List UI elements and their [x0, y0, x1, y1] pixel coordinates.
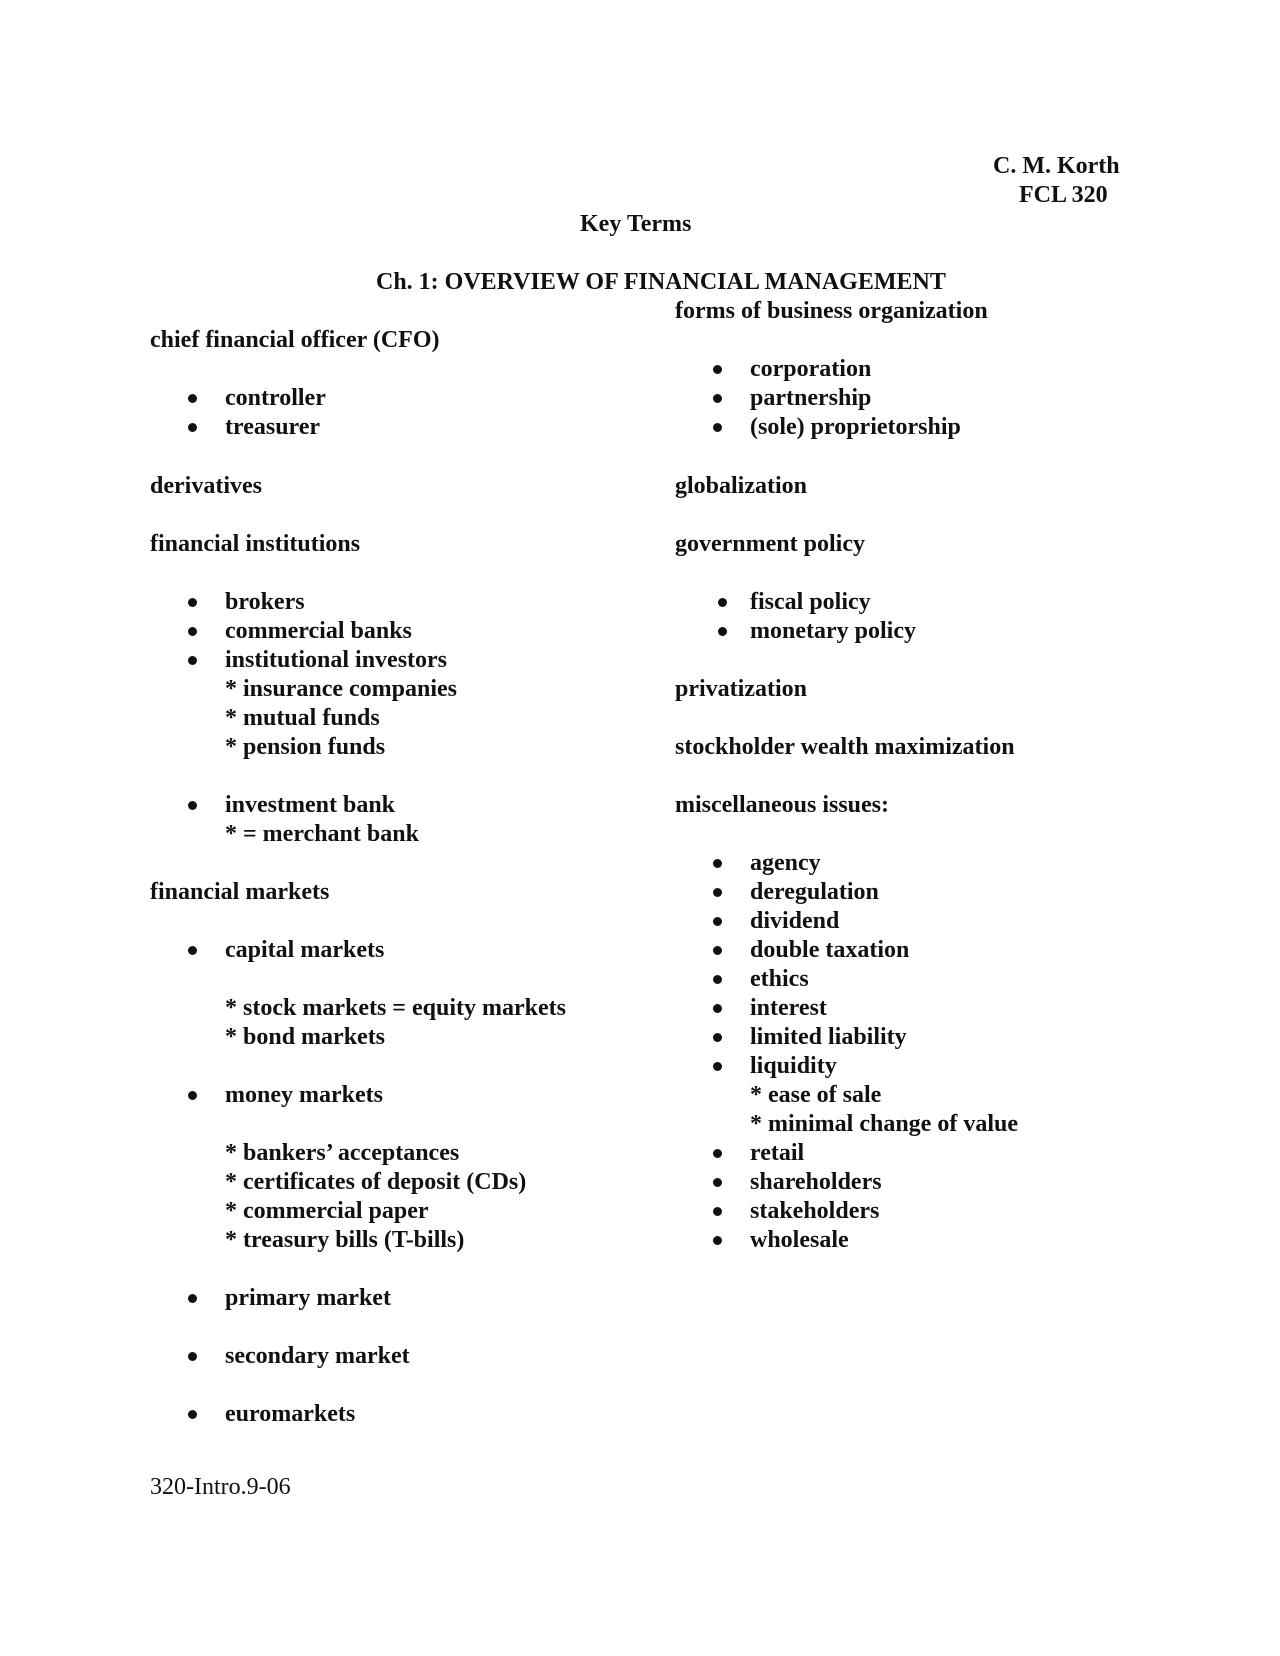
institution-item: investment bank	[225, 792, 396, 818]
bullet	[188, 394, 197, 403]
market-item: money markets	[225, 1082, 383, 1108]
government-item: fiscal policy	[750, 589, 871, 615]
bullet	[713, 888, 722, 897]
forms-item: corporation	[750, 356, 872, 382]
misc-item: stakeholders	[750, 1198, 880, 1224]
bullet	[713, 365, 722, 374]
liquidity-subitem: * ease of sale	[750, 1082, 882, 1108]
globalization-heading: globalization	[675, 473, 808, 499]
investor-subitem: * pension funds	[225, 734, 386, 760]
privatization-heading: privatization	[675, 676, 807, 702]
institutions-heading: financial institutions	[150, 531, 361, 557]
capital-subitem: * stock markets = equity markets	[225, 995, 566, 1021]
bullet	[713, 394, 722, 403]
bullet	[713, 975, 722, 984]
misc-item: limited liability	[750, 1024, 907, 1050]
bullet	[713, 1178, 722, 1187]
misc-item: liquidity	[750, 1053, 837, 1079]
misc-item: ethics	[750, 966, 809, 992]
bullet	[188, 1091, 197, 1100]
bullet	[188, 1352, 197, 1361]
misc-item: retail	[750, 1140, 805, 1166]
government-heading: government policy	[675, 531, 865, 557]
institution-item: brokers	[225, 589, 305, 615]
government-item: monetary policy	[750, 618, 916, 644]
forms-heading: forms of business organization	[675, 298, 988, 324]
institution-item: institutional investors	[225, 647, 448, 673]
market-item: euromarkets	[225, 1401, 356, 1427]
forms-item: (sole) proprietorship	[750, 414, 961, 440]
market-item: secondary market	[225, 1343, 410, 1369]
chapter-title: Ch. 1: OVERVIEW OF FINANCIAL MANAGEMENT	[376, 269, 946, 295]
misc-item: interest	[750, 995, 827, 1021]
market-item: capital markets	[225, 937, 385, 963]
markets-heading: financial markets	[150, 879, 330, 905]
misc-heading: miscellaneous issues:	[675, 792, 890, 818]
bullet	[713, 1149, 722, 1158]
course-code: FCL 320	[1019, 182, 1108, 208]
money-subitem: * certificates of deposit (CDs)	[225, 1169, 527, 1195]
market-item: primary market	[225, 1285, 391, 1311]
institution-item: commercial banks	[225, 618, 412, 644]
bullet	[713, 1207, 722, 1216]
bullet	[188, 656, 197, 665]
investor-subitem: * insurance companies	[225, 676, 458, 702]
bullet	[718, 598, 727, 607]
bullet	[188, 627, 197, 636]
misc-item: agency	[750, 850, 821, 876]
bullet	[188, 946, 197, 955]
bullet	[713, 423, 722, 432]
liquidity-subitem: * minimal change of value	[750, 1111, 1018, 1137]
cfo-heading: chief financial officer (CFO)	[150, 327, 440, 353]
money-subitem: * commercial paper	[225, 1198, 429, 1224]
bullet	[188, 423, 197, 432]
bullet	[713, 1033, 722, 1042]
bullet	[713, 946, 722, 955]
bullet	[713, 859, 722, 868]
bullet	[188, 801, 197, 810]
bullet	[713, 1236, 722, 1245]
bullet	[713, 917, 722, 926]
cfo-item: controller	[225, 385, 326, 411]
derivatives-heading: derivatives	[150, 473, 262, 499]
cfo-item: treasurer	[225, 414, 321, 440]
misc-item: dividend	[750, 908, 840, 934]
bullet	[713, 1062, 722, 1071]
misc-item: double taxation	[750, 937, 910, 963]
money-subitem: * treasury bills (T-bills)	[225, 1227, 465, 1253]
misc-item: shareholders	[750, 1169, 882, 1195]
investor-subitem: * mutual funds	[225, 705, 380, 731]
misc-item: deregulation	[750, 879, 879, 905]
forms-item: partnership	[750, 385, 872, 411]
bullet	[188, 1410, 197, 1419]
investment-bank-subitem: * = merchant bank	[225, 821, 419, 847]
bullet	[188, 598, 197, 607]
capital-subitem: * bond markets	[225, 1024, 386, 1050]
bullet	[188, 1294, 197, 1303]
bullet	[713, 1004, 722, 1013]
footer-code: 320-Intro.9-06	[150, 1474, 291, 1500]
bullet	[718, 627, 727, 636]
document-title: Key Terms	[580, 211, 692, 237]
money-subitem: * bankers’ acceptances	[225, 1140, 460, 1166]
wealth-heading: stockholder wealth maximization	[675, 734, 1015, 760]
author-name: C. M. Korth	[993, 153, 1120, 179]
misc-item: wholesale	[750, 1227, 849, 1253]
